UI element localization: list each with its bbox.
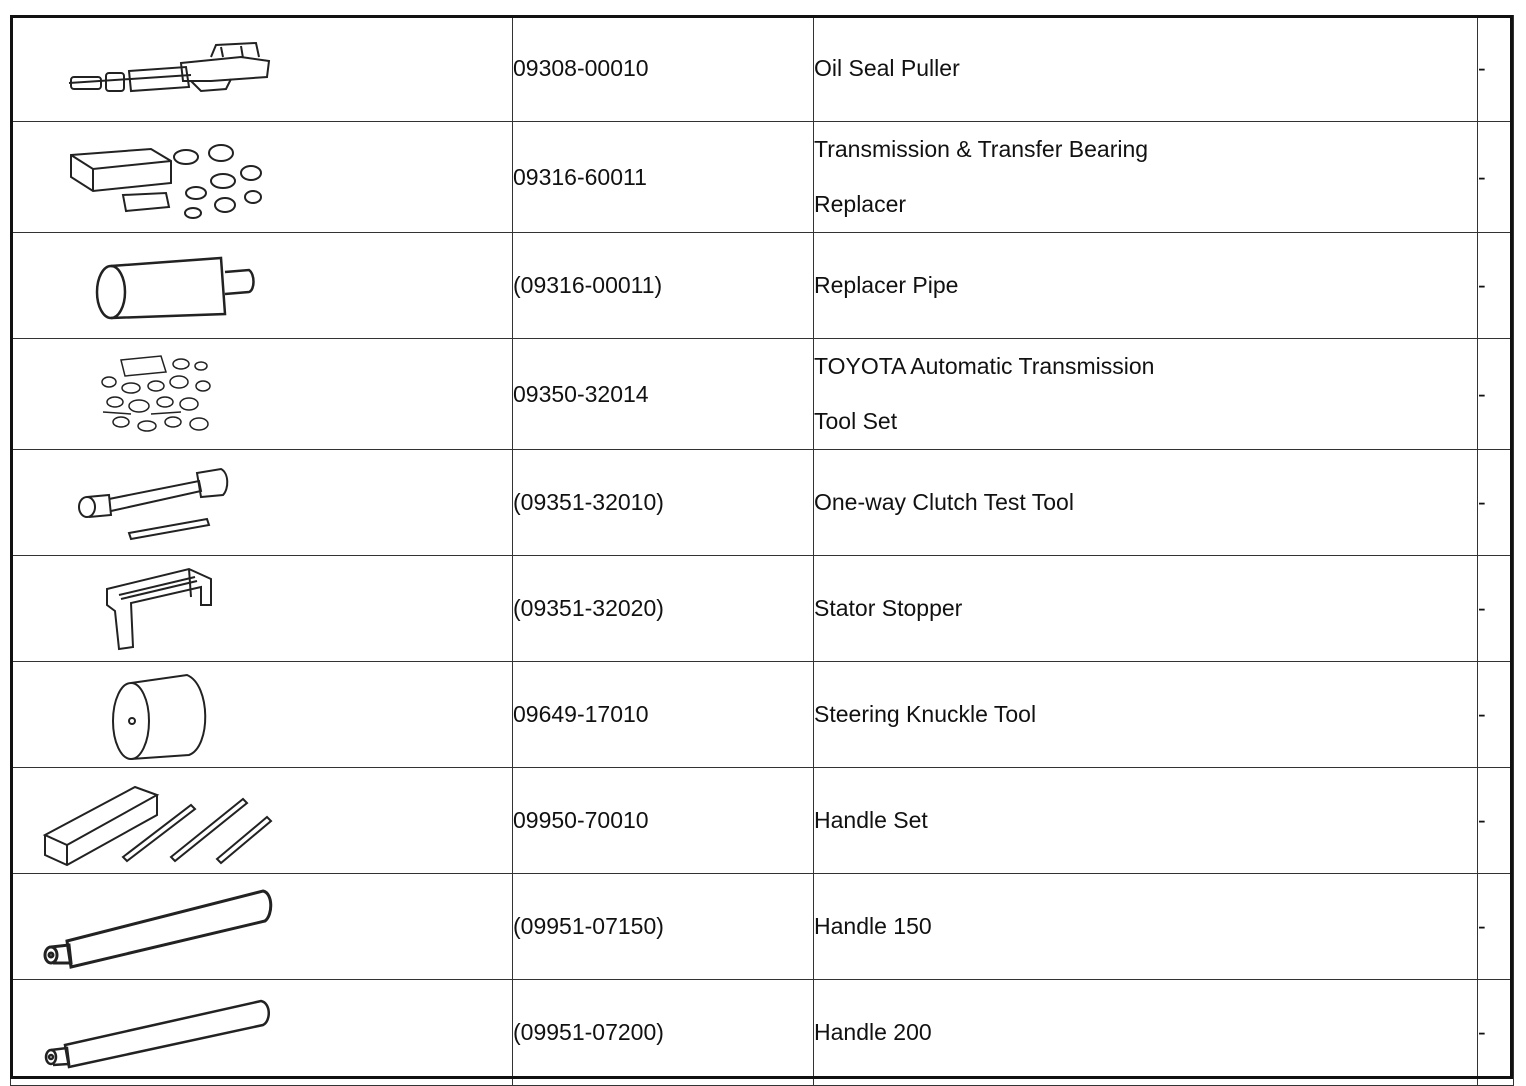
note-cell: - (1478, 450, 1514, 556)
tool-name-line: One-way Clutch Test Tool (814, 489, 1074, 515)
tool-name-line: Replacer Pipe (814, 272, 959, 298)
note-cell: - (1478, 122, 1514, 233)
note-cell: - (1478, 339, 1514, 450)
part-number: (09951-07150) (513, 874, 814, 980)
tool-name-line: Steering Knuckle Tool (814, 701, 1037, 727)
note-cell: - (1478, 233, 1514, 339)
part-number: 09316-60011 (513, 122, 814, 233)
note-cell: - (1478, 16, 1514, 122)
part-number: (09351-32010) (513, 450, 814, 556)
tool-name-line: Transmission & Transfer Bearing (814, 136, 1149, 162)
table-frame (10, 15, 1513, 1079)
part-number: (09351-32020) (513, 556, 814, 662)
note-cell: - (1478, 768, 1514, 874)
part-number: 09950-70010 (513, 768, 814, 874)
tool-name-line: Handle 200 (814, 1019, 932, 1045)
note-cell: - (1478, 556, 1514, 662)
part-number: 09350-32014 (513, 339, 814, 450)
tool-name-line: Tool Set (814, 408, 898, 434)
part-number: 09308-00010 (513, 16, 814, 122)
part-number: (09951-07200) (513, 980, 814, 1086)
tool-name-line: Replacer (814, 191, 907, 217)
note-cell: - (1478, 980, 1514, 1086)
part-number: 09649-17010 (513, 662, 814, 768)
tool-name-line: Handle Set (814, 807, 928, 833)
note-cell: - (1478, 662, 1514, 768)
note-cell: - (1478, 874, 1514, 980)
tool-name-line: TOYOTA Automatic Transmission (814, 353, 1155, 379)
part-number: (09316-00011) (513, 233, 814, 339)
tool-name-line: Handle 150 (814, 913, 932, 939)
tool-name-line: Oil Seal Puller (814, 55, 960, 81)
tool-name-line: Stator Stopper (814, 595, 963, 621)
